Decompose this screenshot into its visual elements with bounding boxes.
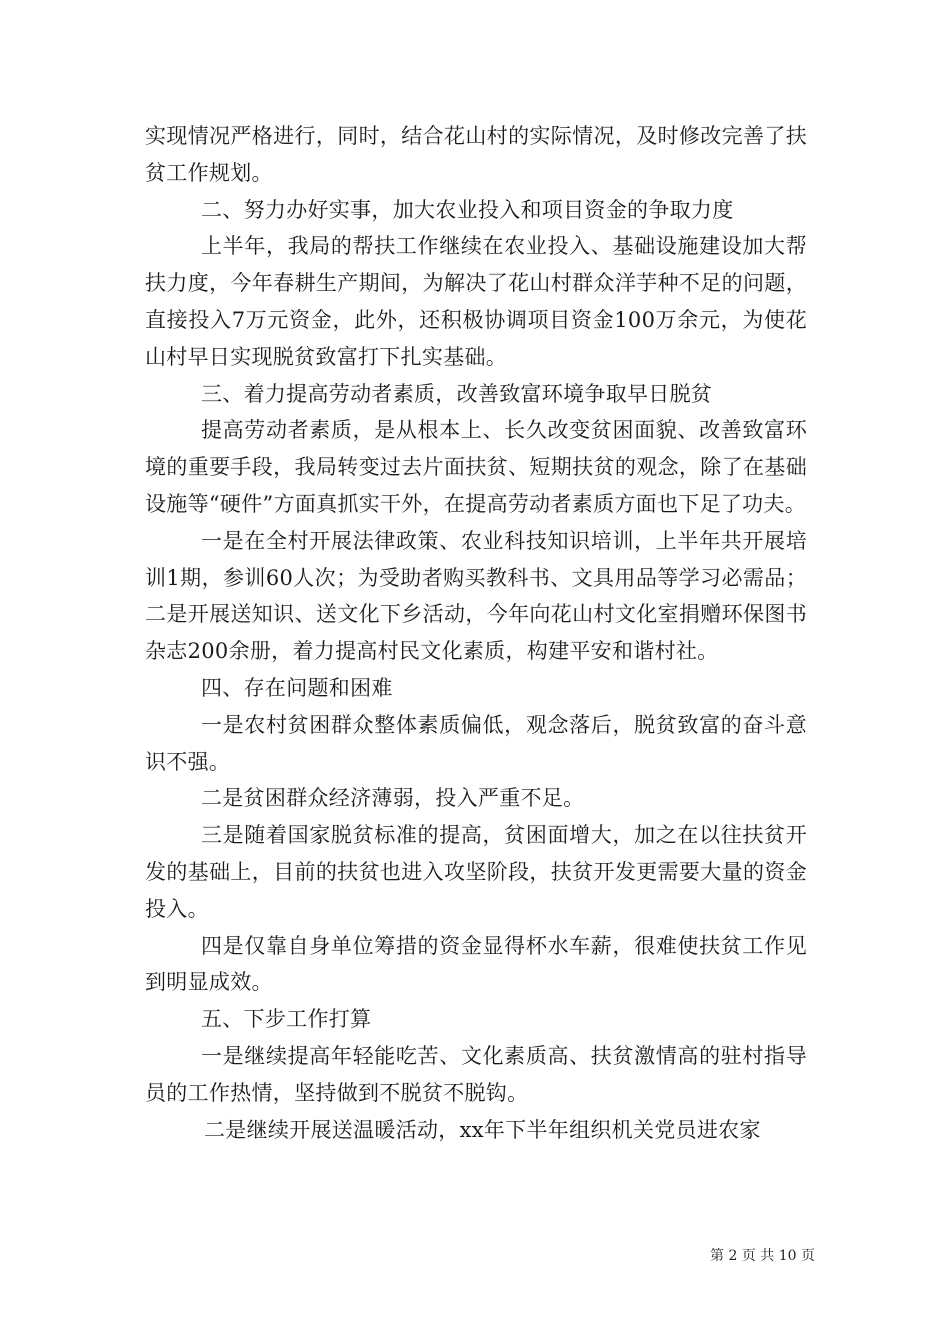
paragraph: 二是继续开展送温暖活动，xx年下半年组织机关党员进农家 (204, 1117, 761, 1142)
paragraph-continuation: 实现情况严格进行，同时，结合花山村的实际情况，及时修改完善了扶贫工作规划。 (145, 124, 807, 185)
paragraph: 四是仅靠自身单位筹措的资金显得杯水车薪，很难使扶贫工作见到明显成效。 (145, 933, 807, 995)
section-heading-5: 五、下步工作打算 (201, 1007, 372, 1032)
page-number-footer: 第 2 页 共 10 页 (710, 1248, 815, 1264)
paragraph: 一是继续提高年轻能吃苦、文化素质高、扶贫激情高的驻村指导员的工作热情，坚持做到不脱贫不脱钩。 (145, 1043, 807, 1105)
paragraph: 一是在全村开展法律政策、农业科技知识培训，上半年共开展培训1期，参训60人次；为受助者购买教科书、文具用品等学习必需品；二是开展送知识、送文化下乡活动，今年向花山村文化室捐赠环保图书杂志200余册，着力提高村民文化素质，构建平安和谐村社。 (145, 528, 807, 664)
section-heading-2: 二、努力办好实事，加大农业投入和项目资金的争取力度 (201, 197, 734, 222)
section-heading-4: 四、存在问题和困难 (201, 675, 393, 700)
paragraph: 一是农村贫困群众整体素质偏低，观念落后，脱贫致富的奋斗意识不强。 (145, 712, 807, 774)
paragraph: 提高劳动者素质，是从根本上、长久改变贫困面貌、改善致富环境的重要手段，我局转变过去片面扶贫、短期扶贫的观念，除了在基础设施等“硬件”方面真抓实干外，在提高劳动者素质方面也下足了功夫。 (145, 418, 807, 516)
paragraph: 二是贫困群众经济薄弱，投入严重不足。 (201, 786, 585, 811)
document-body (145, 118, 807, 1148)
paragraph: 上半年，我局的帮扶工作继续在农业投入、基础设施建设加大帮扶力度，今年春耕生产期间，为解决了花山村群众洋芋种不足的问题，直接投入7万元资金，此外，还积极协调项目资金100万余元，为使花山村早日实现脱贫致富打下扎实基础。 (145, 234, 807, 369)
section-heading-3: 三、着力提高劳动者素质，改善致富环境争取早日脱贫 (201, 381, 713, 406)
paragraph: 三是随着国家脱贫标准的提高，贫困面增大，加之在以往扶贫开发的基础上，目前的扶贫也进入攻坚阶段，扶贫开发更需要大量的资金投入。 (145, 823, 807, 921)
